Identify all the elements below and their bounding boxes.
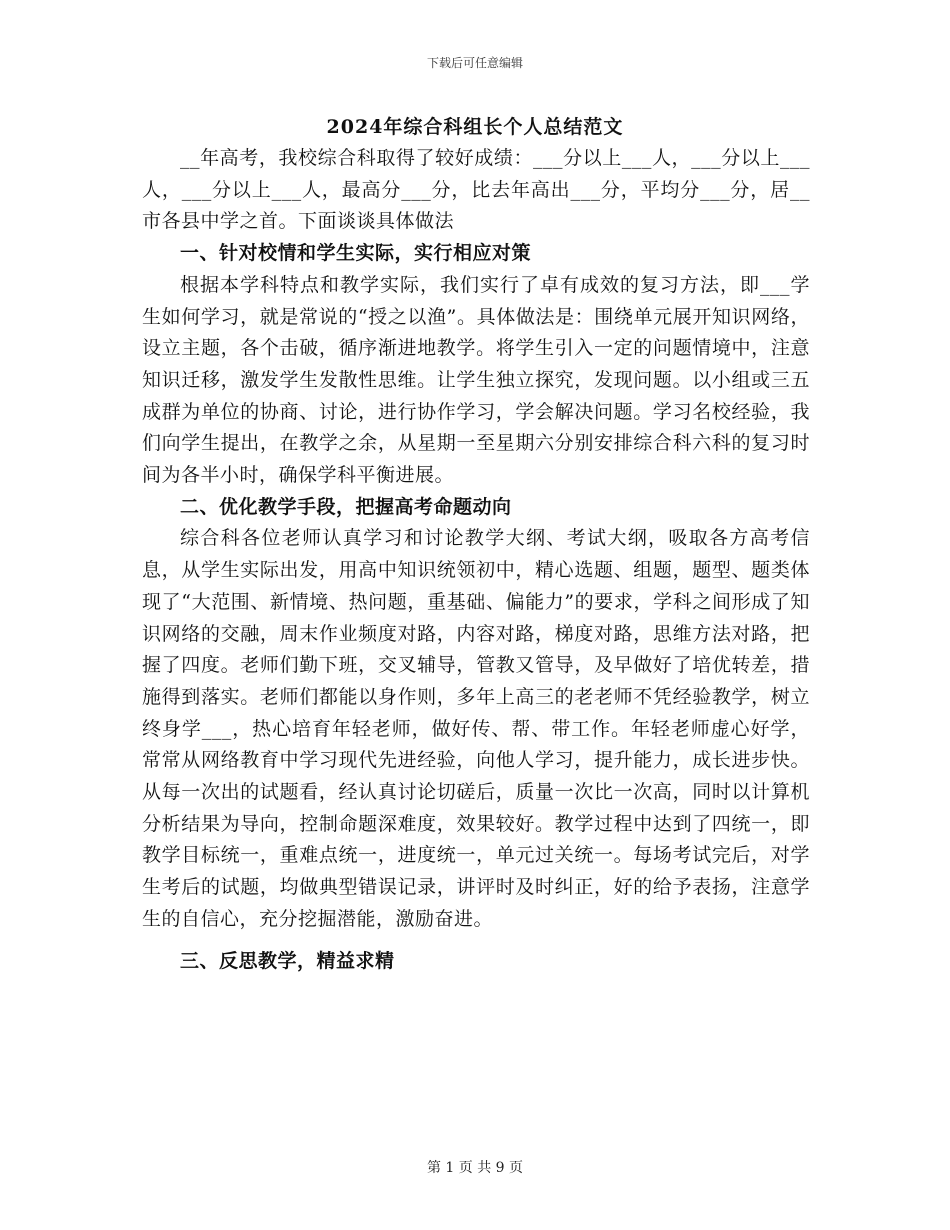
document-title: 2024年综合科组长个人总结范文 [326, 116, 624, 138]
section-body-2: 综合科各位老师认真学习和讨论教学大纲、考试大纲，吸取各方高考信息，从学生实际出发，用高中知识统领初中，精心选题、组题，题型、题类体现了“大范围、新情境、热问题，重基础、偏能力”的要求，学科之间形成了知识网络的交融，周末作业频度对路，内容对路，梯度对路，思维方法对路，把握了四度。老师们勤下班，交叉辅导，管教又管导，及早做好了培优转差，措施得到落实。老师们都能以身作则，多年上高三的老老师不凭经验教学，树立终身学___，热心培育年轻老师，做好传、帮、带工作。年轻老师虚心好学，常常从网络教育中学习现代先进经验，向他人学习，提升能力，成长进步快。从每一次出的试题看，经认真讨论切磋后，质量一次比一次高，同时以计算机分析结果为导向，控制命题深难度，效果较好。教学过程中达到了四统一，即教学目标统一，重难点统一，进度统一，单元过关统一。每场考试完后，对学生考后的试题，均做典型错误记录，讲评时及时纠正，好的给予表扬，注意学生的自信心，充分挖掘潜能，激励奋进。 [142, 527, 810, 930]
intro-paragraph: __年高考，我校综合科取得了较好成绩：___分以上___人，___分以上___人，___分以上___人，最高分___分，比去年高出___分，平均分___分，居__市各县中学之首。下面谈谈具体做法 [142, 147, 810, 233]
section-heading-3: 三、反思教学，精益求精 [180, 949, 395, 972]
section-heading-2: 二、优化教学手段，把握高考命题动向 [180, 495, 512, 518]
section-body-1: 根据本学科特点和教学实际，我们实行了卓有成效的复习方法，即___学生如何学习，就是常说的“授之以渔”。具体做法是：围绕单元展开知识网络，设立主题，各个击破，循序渐进地教学。将学生引入一定的问题情境中，注意知识迁移，激发学生发散性思维。让学生独立探究，发现问题。以小组或三五成群为单位的协商、讨论，进行协作学习，学会解决问题。学习名校经验，我们向学生提出，在教学之余，从星期一至星期六分别安排综合科六科的复习时间为各半小时，确保学科平衡进展。 [142, 273, 810, 487]
page-footer: 第 1 页 共 9 页 [426, 1160, 524, 1176]
section-heading-1: 一、针对校情和学生实际，实行相应对策 [180, 242, 532, 265]
header-note: 下载后可任意编辑 [426, 56, 523, 70]
document-body [142, 143, 810, 977]
